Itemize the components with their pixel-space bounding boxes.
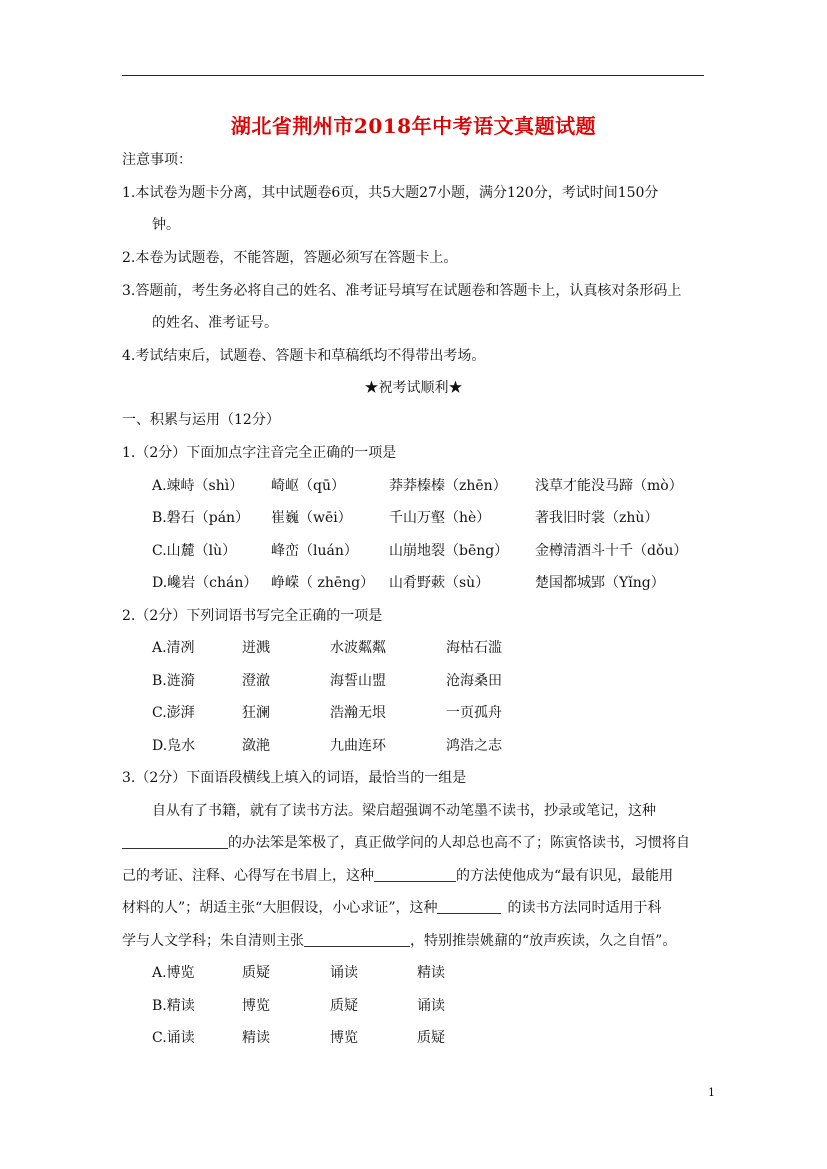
q3-option-c-2: 精读 — [242, 1030, 270, 1046]
q1-option-c-1: C.山麓（lù） — [152, 543, 237, 559]
q3-option-a-1: A.博览 — [152, 965, 195, 981]
q1-option-b-3: 千山万壑（hè） — [389, 510, 491, 526]
answer-blank-2[interactable] — [374, 867, 456, 882]
q3-passage-line-4-b: 的读书方法同时适用于科 — [507, 900, 662, 916]
notice-item-3-cont: 的姓名、准考证号。 — [152, 315, 278, 331]
q2-option-a-2: 迸溅 — [242, 640, 270, 656]
q1-option-c-2: 峰峦（luán） — [271, 543, 358, 559]
q1-option-d-1: D.巉岩（chán） — [152, 575, 258, 591]
q3-option-c-4: 质疑 — [417, 1030, 445, 1046]
q3-passage-line-5 — [122, 931, 676, 951]
q2-option-b-2: 澄澈 — [242, 673, 270, 689]
answer-blank-1[interactable] — [122, 834, 228, 849]
q3-passage-line-1: 自从有了书籍，就有了读书方法。梁启超强调不动笔墨不读书，抄录或笔记，这种 — [152, 803, 656, 819]
notice-item-4: 4.考试结束后，试题卷、答题卡和草稿纸均不得带出考场。 — [122, 348, 486, 364]
q2-option-b-4: 沧海桑田 — [446, 673, 502, 689]
question-3-stem: 3.（2分）下面语段横线上填入的词语，最恰当的一组是 — [122, 770, 467, 786]
section-heading: 一、积累与运用（12分） — [122, 412, 280, 428]
q3-option-b-3: 质疑 — [330, 998, 358, 1014]
q2-option-c-3: 浩瀚无垠 — [330, 705, 386, 721]
q1-option-b-2: 崔巍（wēi） — [271, 510, 352, 526]
q2-option-a-1: A.清冽 — [152, 640, 195, 656]
page-title: 湖北省荆州市2018年中考语文真题试题 — [230, 114, 597, 138]
q3-passage-line-3-b: 的方法使他成为“最有识见，最能用 — [456, 868, 674, 884]
q3-option-c-1: C.诵读 — [152, 1030, 195, 1046]
page-number: 1 — [708, 1086, 715, 1099]
header-rule — [122, 75, 704, 76]
notice-item-1-cont: 钟。 — [152, 217, 180, 233]
q3-option-a-3: 诵读 — [330, 965, 358, 981]
q3-passage-line-5-a: 学与人文学科；朱自清则主张 — [122, 933, 304, 949]
q1-option-a-1: A.竦峙（shì） — [152, 478, 244, 494]
q2-option-a-4: 海枯石滥 — [446, 640, 502, 656]
q2-option-c-1: C.澎湃 — [152, 705, 195, 721]
q3-passage-line-2 — [122, 833, 690, 853]
q3-option-b-1: B.精读 — [152, 998, 195, 1014]
notice-item-3: 3.答题前，考生务必将自己的姓名、准考证号填写在试题卷和答题卡上，认真核对条形码上 — [122, 283, 682, 299]
q1-option-d-4: 楚国都城郢（Yǐng） — [535, 575, 665, 591]
answer-blank-4[interactable] — [304, 932, 410, 947]
q3-passage-line-2-text: 的办法笨是笨极了，真正做学问的人却总也高不了；陈寅恪读书，习惯将自 — [228, 835, 690, 851]
notice-heading: 注意事项： — [122, 152, 192, 168]
q2-option-c-4: 一页孤舟 — [446, 705, 502, 721]
q3-option-a-4: 精读 — [417, 965, 445, 981]
notice-item-2: 2.本卷为试题卷，不能答题，答题必须写在答题卡上。 — [122, 250, 458, 266]
q1-option-b-1: B.磐石（pán） — [152, 510, 250, 526]
q1-option-d-3: 山肴野蔌（sù） — [389, 575, 490, 591]
q3-option-c-3: 博览 — [330, 1030, 358, 1046]
q3-option-b-2: 博览 — [242, 998, 270, 1014]
q1-option-c-4: 金樽清酒斗十千（dǒu） — [535, 543, 688, 559]
q2-option-d-3: 九曲连环 — [330, 738, 386, 754]
question-2-stem: 2.（2分）下列词语书写完全正确的一项是 — [122, 608, 383, 624]
q1-option-d-2: 峥嵘（ zhēng） — [271, 575, 375, 591]
q3-option-b-4: 诵读 — [417, 998, 445, 1014]
q1-option-a-2: 崎岖（qū） — [271, 478, 345, 494]
question-1-stem: 1.（2分）下面加点字注音完全正确的一项是 — [122, 445, 397, 461]
q2-option-d-2: 潋滟 — [242, 738, 270, 754]
q1-option-c-3: 山崩地裂（bēng） — [389, 543, 509, 559]
q3-passage-line-4-a: 材料的人”；胡适主张“大胆假设，小心求证”，这种 — [122, 900, 438, 916]
q2-option-b-3: 海誓山盟 — [330, 673, 386, 689]
q2-option-c-2: 狂澜 — [242, 705, 270, 721]
q3-passage-line-4 — [122, 898, 661, 918]
q2-option-b-1: B.涟漪 — [152, 673, 195, 689]
q1-option-b-4: 著我旧时裳（zhù） — [535, 510, 659, 526]
q2-option-d-1: D.凫水 — [152, 738, 196, 754]
q3-option-a-2: 质疑 — [242, 965, 270, 981]
q2-option-a-3: 水波粼粼 — [330, 640, 386, 656]
blessing-line: ★祝考试顺利★ — [364, 380, 463, 396]
q1-option-a-3: 莽莽榛榛（zhēn） — [389, 478, 507, 494]
q2-option-d-4: 鸿浩之志 — [446, 738, 502, 754]
q3-passage-line-3 — [122, 866, 673, 886]
q1-option-a-4: 浅草才能没马蹄（mò） — [535, 478, 683, 494]
q3-passage-line-5-b: ，特别推崇姚鼐的“放声疾读，久之自悟”。 — [410, 933, 677, 949]
notice-item-1: 1.本试卷为题卡分离，其中试题卷6页，共5大题27小题，满分120分，考试时间150分 — [122, 185, 659, 201]
q3-passage-line-3-a: 己的考证、注释、心得写在书眉上，这种 — [122, 868, 374, 884]
answer-blank-3[interactable] — [437, 899, 501, 914]
